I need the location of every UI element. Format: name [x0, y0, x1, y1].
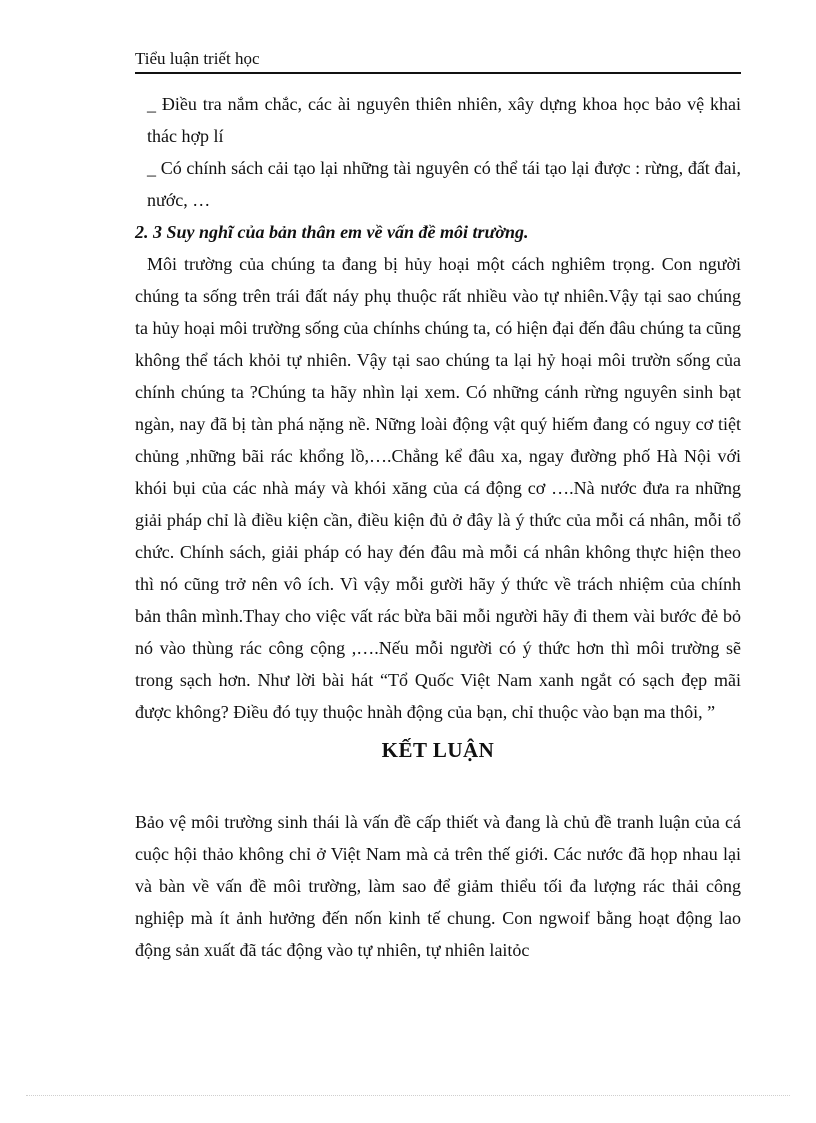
- document-body: [135, 88, 741, 966]
- page-footer-divider: [26, 1095, 790, 1096]
- page-header: [135, 48, 741, 74]
- bullet-item-1: _ Điều tra nắm chắc, các ài nguyên thiên nhiên, xây dựng khoa học bảo vệ khai thác hợp lí: [147, 94, 741, 146]
- section-paragraph: Môi trường của chúng ta đang bị hủy hoại một cách nghiêm trọng. Con người chúng ta sống trên trái đất náy phụ thuộc rất nhiều vào tự nhiên.Vậy tại sao chúng ta hủy hoại môi trường sống của chínhs chúng ta, có hiện đại đến đâu chúng ta cũng không thể tách khỏi tự nhiên. Vậy tại sao chúng ta lại hỷ hoại môi trườn sống của chính chúng ta ?Chúng ta hãy nhìn lại xem. Có những cánh rừng nguyên sinh bạt ngàn, nay đã bị tàn phá nặng nề. Nững loài động vật quý hiếm đang có nguy cơ tiệt chủng ,những bãi rác khổng lồ,….Chẳng kể đâu xa, ngay đường phố Hà Nội với khói bụi của các nhà máy và khói xăng của cá động cơ ….Nà nước đưa ra những giải pháp chỉ là điều kiện cần, điều kiện đủ ở đây là ý thức của mỗi cá nhân, mỗi tổ chức. Chính sách, giải pháp có hay đén đâu mà mỗi cá nhân không thực hiện theo thì nó cũng trở nên vô ích. Vì vậy mỗi gười hãy ý thức về trách nhiệm của chính bản thân mình.Thay cho việc vất rác bừa bãi mỗi người hãy đi them vài bước đẻ bỏ nó vào thùng rác công cộng ,….Nếu mỗi người có ý thức hơn thì môi trường sẽ trong sạch hơn. Như lời bài hát “Tổ Quốc Việt Nam xanh ngắt có sạch đẹp mãi được không? Điều đó tụy thuộc hnàh động của bạn, chỉ thuộc vào bạn ma thôi, ”: [135, 254, 741, 722]
- section-heading: 2. 3 Suy nghĩ của bản thân em về vấn đề môi trường.: [135, 222, 529, 242]
- conclusion-paragraph: Bảo vệ môi trường sinh thái là vấn đề cấp thiết và đang là chủ đề tranh luận của cá cuộc hội thảo không chỉ ở Việt Nam mà cả trên thế giới. Các nước đã họp nhau lại và bàn về vấn đề môi trường, làm sao để giảm thiểu tối đa lượng rác thải công nghiệp mà ít ảnh hưởng đến nốn kinh tế chung. Con ngwoif bằng hoạt động lao động sản xuất đã tác động vào tự nhiên, tự nhiên laitỏc: [135, 812, 741, 960]
- conclusion-title: KẾT LUẬN: [381, 738, 495, 762]
- header-title: Tiểu luận triết học: [135, 49, 260, 68]
- bullet-item-2: _ Có chính sách cải tạo lại những tài nguyên có thể tái tạo lại được : rừng, đất đai, nước, …: [147, 158, 741, 210]
